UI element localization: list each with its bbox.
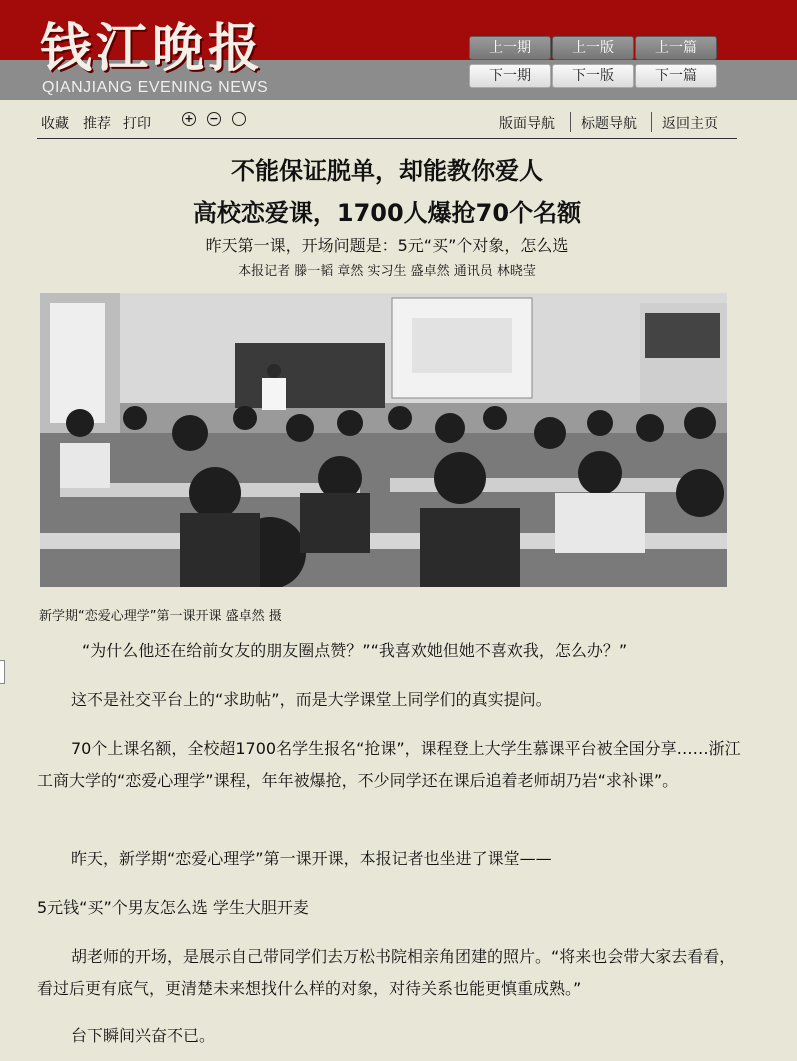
article-subtitle: 昨天第一课，开场问题是：5元“买”个对象，怎么选 bbox=[205, 236, 569, 255]
article-photo[interactable] bbox=[40, 293, 727, 587]
divider bbox=[570, 112, 571, 132]
article-toolbar bbox=[37, 106, 737, 139]
photo-caption: 新学期“恋爱心理学”第一课开课 盛卓然 摄 bbox=[39, 609, 282, 624]
title-nav-link[interactable]: 标题导航 bbox=[581, 116, 637, 132]
article-title-line1: 不能保证脱单，却能教你爱人 bbox=[231, 157, 543, 185]
recommend-link[interactable]: 推荐 bbox=[83, 116, 111, 132]
article-paragraph: “为什么他还在给前女友的朋友圈点赞？”“我喜欢她但她不喜欢我，怎么办？” bbox=[82, 641, 628, 660]
prev-issue-button[interactable]: 上一期 bbox=[469, 36, 551, 60]
zoom-out-icon[interactable]: − bbox=[207, 112, 221, 126]
zoom-in-icon[interactable]: + bbox=[182, 112, 196, 126]
article-paragraph: 昨天，新学期“恋爱心理学”第一课开课，本报记者也坐进了课堂—— bbox=[71, 849, 552, 868]
next-issue-button[interactable]: 下一期 bbox=[469, 64, 551, 88]
article-byline: 本报记者 滕一韬 章然 实习生 盛卓然 通讯员 林晓莹 bbox=[238, 264, 536, 279]
masthead bbox=[0, 0, 797, 100]
article-paragraph: 70个上课名额，全校超1700名学生报名“抢课”，课程登上大学生慕课平台被全国分享……浙江工商大学的“恋爱心理学”课程，年年被爆抢，不少同学还在课后追着老师胡乃岩“求补课”。 bbox=[37, 739, 741, 790]
article-paragraph: 胡老师的开场，是展示自己带同学们去万松书院相亲角团建的照片。“将来也会带大家去看看，看过后更有底气，更清楚未来想找什么样的对象，对待关系也能更慎重成熟。” bbox=[37, 947, 736, 998]
classroom-photo-image bbox=[40, 293, 727, 587]
article-paragraph: 台下瞬间兴奋不已。 bbox=[71, 1026, 216, 1045]
newspaper-logo-english: QIANJIANG EVENING NEWS bbox=[42, 79, 269, 96]
article-paragraph: 这不是社交平台上的“求助帖”，而是大学课堂上同学们的真实提问。 bbox=[71, 690, 552, 709]
layout-nav-link[interactable]: 版面导航 bbox=[499, 116, 555, 132]
side-scroll-tab[interactable] bbox=[0, 660, 5, 684]
print-link[interactable]: 打印 bbox=[123, 116, 151, 132]
next-page-button[interactable]: 下一版 bbox=[552, 64, 634, 88]
divider bbox=[651, 112, 652, 132]
home-link[interactable]: 返回主页 bbox=[662, 116, 718, 132]
article-section-heading: 5元钱“买”个男友怎么选 学生大胆开麦 bbox=[37, 898, 309, 917]
collect-link[interactable]: 收藏 bbox=[41, 116, 69, 132]
prev-page-button[interactable]: 上一版 bbox=[552, 36, 634, 60]
newspaper-logo[interactable]: 钱江晚报 bbox=[40, 18, 265, 79]
prev-article-button[interactable]: 上一篇 bbox=[635, 36, 717, 60]
article-title-line2: 高校恋爱课，1700人爆抢70个名额 bbox=[192, 199, 582, 227]
next-article-button[interactable]: 下一篇 bbox=[635, 64, 717, 88]
reset-zoom-icon[interactable] bbox=[232, 112, 246, 126]
